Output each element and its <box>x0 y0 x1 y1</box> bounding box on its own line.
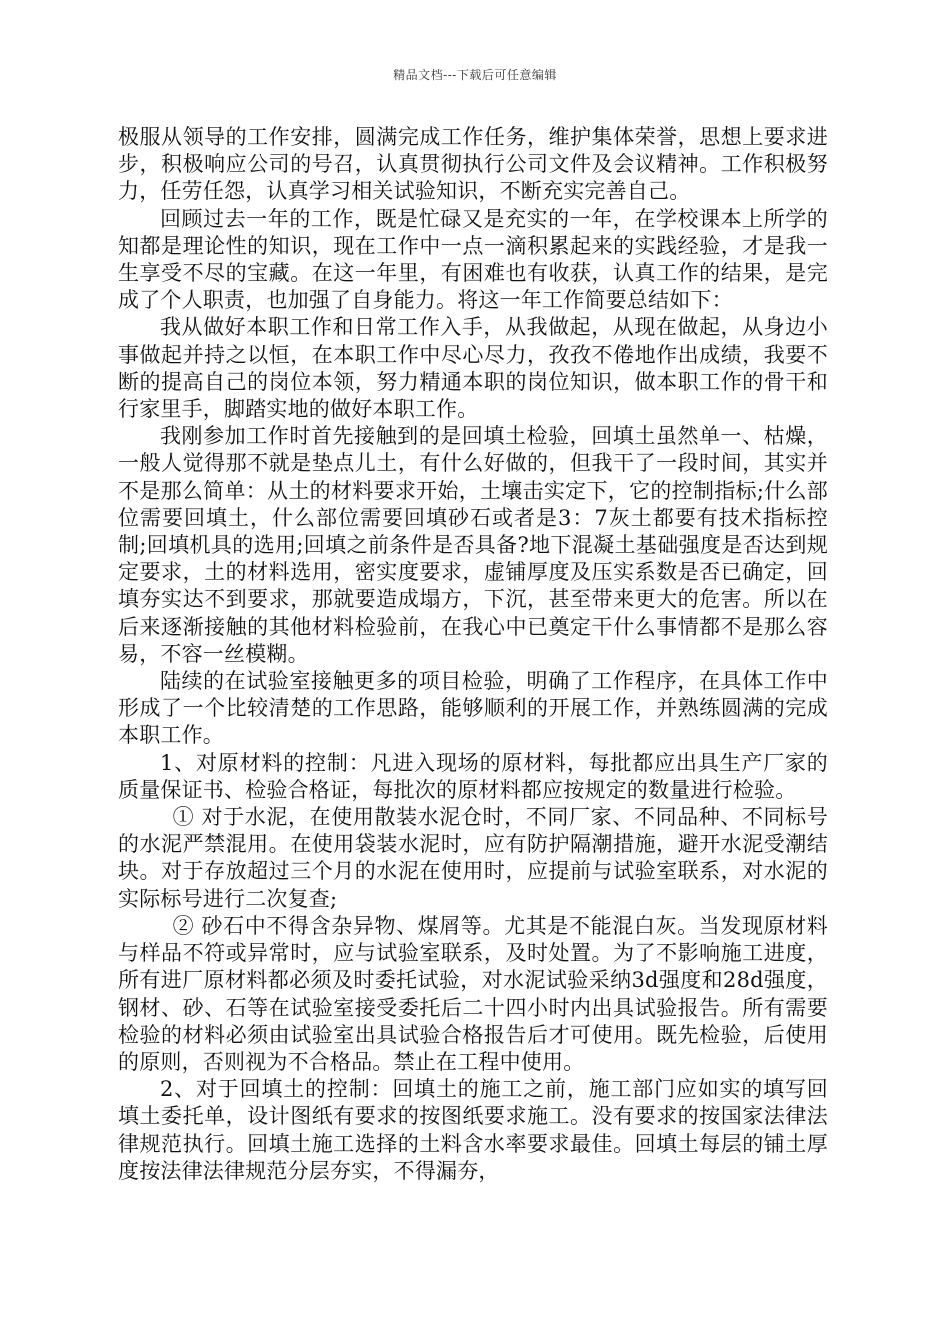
paragraph-continuation: 极服从领导的工作安排，圆满完成工作任务，维护集体荣誉，思想上要求进步，积极响应公司的号召，认真贯彻执行公司文件及会议精神。工作积极努力，任劳任怨，认真学习相关试验知识，不断充实完善自己。 <box>118 125 828 204</box>
document-body <box>118 124 828 1185</box>
page-header: 精品文档---下载后可任意编辑 <box>393 68 557 82</box>
paragraph-raw-materials: 1、对原材料的控制：凡进入现场的原材料，每批都应出具生产厂家的质量保证书、检验合格证，每批次的原材料都应按规定的数量进行检验。 <box>118 750 828 802</box>
paragraph-cement: ① 对于水泥，在使用散装水泥仓时，不同厂家、不同品种、不同标号的水泥严禁混用。在使用袋装水泥时，应有防护隔潮措施，避开水泥受潮结块。对于存放超过三个月的水泥在使用时，应提前与试验室联系，对水泥的实际标号进行二次复查; <box>118 805 828 911</box>
paragraph-review: 回顾过去一年的工作，既是忙碌又是充实的一年，在学校课本上所学的知都是理论性的知识，现在工作中一点一滴积累起来的实践经验，才是我一生享受不尽的宝藏。在这一年里，有困难也有收获，认真工作的结果，是完成了个人职责，也加强了自身能力。将这一年工作简要总结如下： <box>118 206 828 313</box>
paragraph-backfill-control: 2、对于回填土的控制：回填土的施工之前，施工部门应如实的填写回填土委托单，设计图纸有要求的按图纸要求施工。没有要求的按国家法律法律规范执行。回填土施工选择的土料含水率要求最佳。回填土每层的铺土厚度按法律法律规范分层夯实，不得漏夯， <box>118 1077 828 1183</box>
paragraph-backfill-intro: 我刚参加工作时首先接触到的是回填土检验，回填土虽然单一、枯燥，一般人觉得那不就是垫点儿土，有什么好做的，但我干了一段时间，其实并不是那么简单：从土的材料要求开始，土壤击实定下，它的控制指标;什么部位需要回填土，什么部位需要回填砂石或者是3：7灰土都要有技术指标控制;回填机具的选用;回填之前条件是否具备?地下混凝土基础强度是否达到规定要求，土的材料选用，密实度要求，虚铺厚度及压实系数是否已确定，回填夯实达不到要求，那就要造成塌方，下沉，甚至带来更大的危害。所以在后来逐渐接触的其他材料检验前，在我心中已奠定干什么事情都不是那么容易，不容一丝模糊。 <box>118 424 828 666</box>
paragraph-lab-work: 陆续的在试验室接触更多的项目检验，明确了工作程序，在具体工作中形成了一个比较清楚的工作思路，能够顺利的开展工作，并熟练圆满的完成本职工作。 <box>118 669 828 748</box>
paragraph-duty: 我从做好本职工作和日常工作入手，从我做起，从现在做起，从身边小事做起并持之以恒，在本职工作中尽心尽力，孜孜不倦地作出成绩，我要不断的提高自己的岗位本领，努力精通本职的岗位知识，做本职工作的骨干和行家里手，脚踏实地的做好本职工作。 <box>118 315 828 422</box>
paragraph-sand-stone: ② 砂石中不得含杂异物、煤屑等。尤其是不能混白灰。当发现原材料与样品不符或异常时，应与试验室联系，及时处置。为了不影响施工进度，所有进厂原材料都必须及时委托试验，对水泥试验采纳3d强度和28d强度，钢材、砂、石等在试验室接受委托后二十四小时内出具试验报告。所有需要检验的材料必须由试验室出具试验合格报告后才可使用。既先检验，后使用的原则，否则视为不合格品。禁止在工程中使用。 <box>118 913 828 1074</box>
